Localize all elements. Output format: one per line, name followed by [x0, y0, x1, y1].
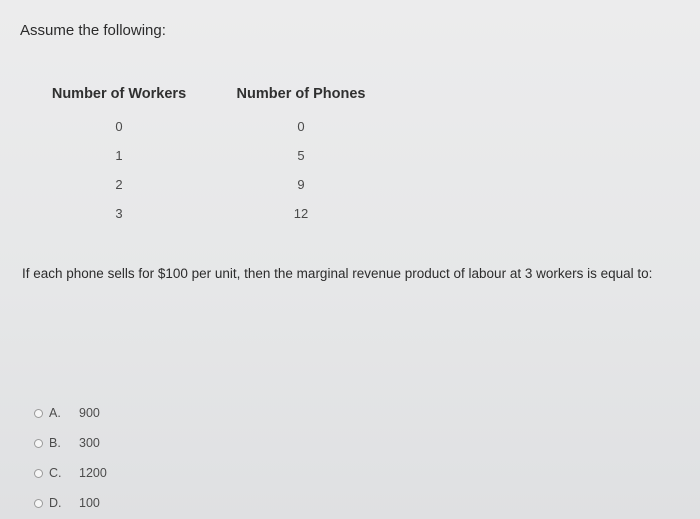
table-row — [34, 112, 386, 141]
cell-workers: 3 — [115, 206, 123, 221]
table-row — [34, 199, 386, 228]
option-c[interactable] — [34, 458, 107, 488]
cell-phones: 0 — [297, 119, 305, 134]
table-row — [34, 141, 386, 170]
data-table — [34, 86, 386, 228]
option-b[interactable] — [34, 428, 107, 458]
option-value: 900 — [79, 406, 100, 420]
cell-workers: 1 — [115, 148, 123, 163]
option-value: 300 — [79, 436, 100, 450]
option-letter: C. — [49, 466, 62, 480]
cell-phones: 5 — [297, 148, 305, 163]
option-d[interactable] — [34, 488, 107, 518]
option-value: 100 — [79, 496, 100, 510]
option-letter: D. — [49, 496, 62, 510]
cell-workers: 0 — [115, 119, 123, 134]
header-workers: Number of Workers — [51, 86, 187, 102]
table-row — [34, 170, 386, 199]
radio-icon[interactable] — [34, 469, 43, 478]
intro-text: Assume the following: — [20, 22, 166, 39]
option-value: 1200 — [79, 466, 107, 480]
cell-workers: 2 — [115, 177, 123, 192]
radio-icon[interactable] — [34, 409, 43, 418]
radio-icon[interactable] — [34, 439, 43, 448]
question-text: If each phone sells for $100 per unit, then the marginal revenue product of labour at 3 workers is equal to: — [22, 266, 653, 281]
option-letter: A. — [49, 406, 61, 420]
answer-options — [34, 398, 107, 518]
option-a[interactable] — [34, 398, 107, 428]
cell-phones: 9 — [297, 177, 305, 192]
cell-phones: 12 — [293, 206, 309, 221]
radio-icon[interactable] — [34, 499, 43, 508]
option-letter: B. — [49, 436, 61, 450]
table-body — [34, 112, 386, 228]
table-header-row — [34, 86, 386, 102]
header-phones: Number of Phones — [236, 86, 366, 102]
